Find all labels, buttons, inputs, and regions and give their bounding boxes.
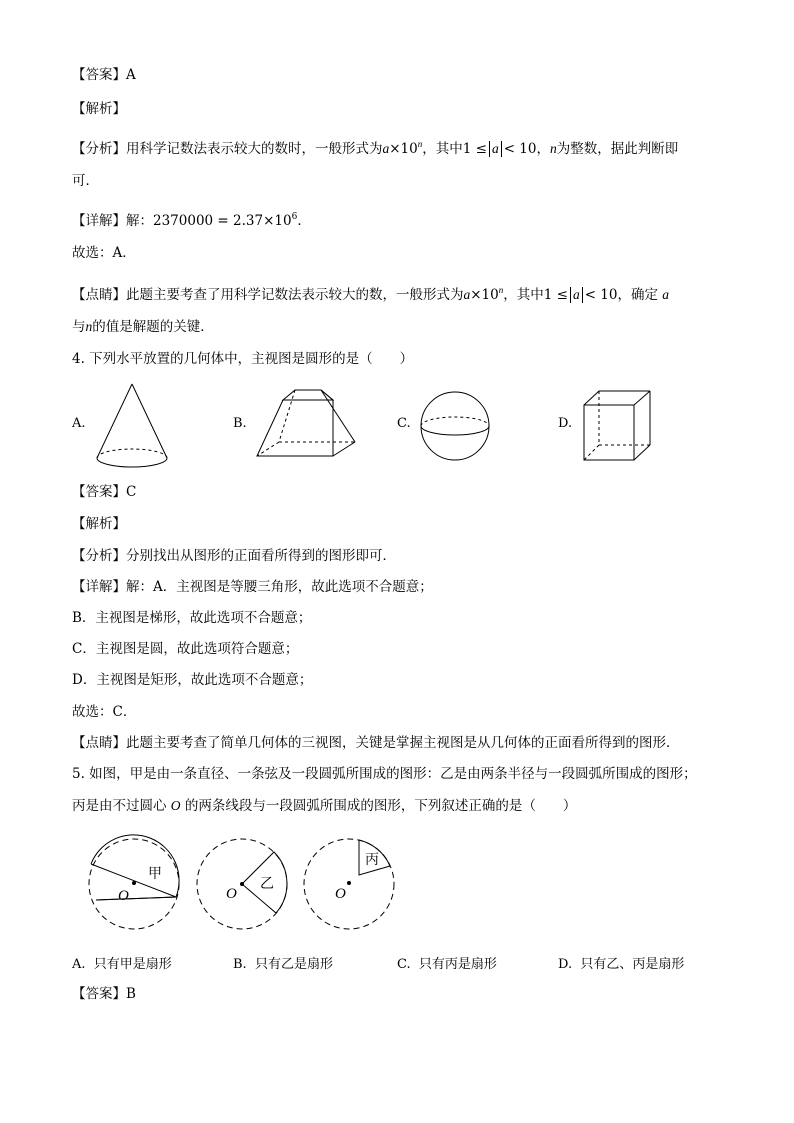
option-text: 只有乙是扇形 <box>254 957 333 972</box>
formula-exp: n <box>498 285 504 295</box>
q4-fenxi-line <box>72 547 396 565</box>
abs-a: a <box>570 287 583 303</box>
answer-tag: 【答案】 <box>72 484 126 500</box>
q3-answer-line <box>72 66 136 84</box>
option-letter: B. <box>233 957 247 972</box>
q4-answer-line <box>72 483 136 501</box>
fenxi-text-2: ，其中 <box>422 141 463 157</box>
q3-detail-line <box>72 208 311 230</box>
formula-a: a <box>463 287 471 302</box>
detail-tag: 【详解】 <box>72 213 126 229</box>
option-letter: C. <box>397 957 411 972</box>
ineq-right: < 10 <box>503 141 537 157</box>
q3-comment-line <box>72 281 669 304</box>
comment-pre: 与 <box>72 319 86 335</box>
q4-option-d: D. <box>558 416 573 431</box>
detail-text: 解：2370000 = 2.37×10 <box>126 213 292 229</box>
ineq-left: 1 ≤ <box>462 141 487 157</box>
label-bing: 丙 <box>365 852 379 868</box>
comment-tag: 【点睛】 <box>72 735 126 751</box>
q4-detail-line <box>72 578 433 596</box>
var-a: a <box>662 287 670 302</box>
fenxi-text-3: ， <box>536 141 550 157</box>
q5-question-line1: 5. 如图，甲是由一条直径、一条弦及一段圆弧所围成的图形：乙是由两条半径与一段圆弧所围成的图形； <box>72 766 697 782</box>
q4-option-a: A. <box>72 416 86 431</box>
var-n: n <box>549 141 557 156</box>
fenxi-tag: 【分析】 <box>72 548 126 564</box>
figure-bing <box>302 830 402 940</box>
label-yi: 乙 <box>260 876 274 892</box>
q5-question-line2 <box>72 797 576 815</box>
formula-a: a <box>382 141 390 156</box>
comment-post: 的值是解题的关键． <box>92 319 214 335</box>
option-letter: A. <box>72 957 86 972</box>
formula-exp: n <box>417 139 423 149</box>
center-o-label: O <box>226 886 237 902</box>
q3-fenxi-line2: 可． <box>72 173 99 189</box>
q4-detail-line-d: D．主视图是矩形，故此选项不合题意； <box>72 672 313 688</box>
detail-tag: 【详解】 <box>72 579 126 595</box>
option-text: 只有甲是扇形 <box>93 957 172 972</box>
figure-yi <box>195 830 295 940</box>
ineq-right: < 10 <box>584 287 618 303</box>
q5-q-post: 的两条线段与一段圆弧所围成的图形，下列叙述正确的是（ ） <box>184 798 577 814</box>
figure-jia <box>88 830 188 940</box>
detail-text: 解：A．主视图是等腰三角形，故此选项不合题意； <box>126 579 433 595</box>
comment-text-3: ，确定 <box>617 287 658 303</box>
formula-times: ×10 <box>389 141 418 157</box>
option-letter: D. <box>558 957 573 972</box>
q4-option-b: B. <box>233 416 247 431</box>
q3-choice-line: 故选：A． <box>72 245 136 261</box>
center-o-label: O <box>335 886 346 902</box>
q3-comment-line2 <box>72 318 214 336</box>
comment-text-2: ，其中 <box>503 287 544 303</box>
formula-times: ×10 <box>470 287 499 303</box>
fenxi-text-4: 为整数，据此判断即 <box>556 141 679 157</box>
q5-answer-line <box>72 985 136 1003</box>
comment-text: 此题主要考查了用科学记数法表示较大的数，一般形式为 <box>126 287 464 303</box>
answer-tag: 【答案】 <box>72 67 126 83</box>
q4-option-c: C. <box>397 416 411 431</box>
option-text: 只有乙、丙是扇形 <box>580 957 685 972</box>
detail-exp: 6 <box>291 212 298 222</box>
q4-choice-line: 故选：C． <box>72 704 137 720</box>
q4-detail-line-b: B．主视图是梯形，故此选项不合题意； <box>72 610 312 626</box>
fenxi-text: 用科学记数法表示较大的数时，一般形式为 <box>126 141 383 157</box>
q5-option-c <box>397 953 497 972</box>
answer-value: C <box>126 484 137 500</box>
cone-figure <box>95 382 175 472</box>
q4-analysis-tag: 【解析】 <box>72 516 126 532</box>
var-o: O <box>170 798 181 813</box>
q5-option-b <box>233 953 333 972</box>
comment-tag: 【点睛】 <box>72 287 126 303</box>
q4-detail-line-c: C．主视图是圆，故此选项符合题意； <box>72 641 299 657</box>
q4-question: 4. 下列水平放置的几何体中，主视图是圆形的是（ ） <box>72 351 414 367</box>
q5-option-a <box>72 953 172 972</box>
option-text: 只有丙是扇形 <box>418 957 497 972</box>
detail-end: ． <box>297 213 311 229</box>
q5-q-pre: 丙是由不过圆心 <box>72 798 167 814</box>
q5-option-d <box>558 953 684 972</box>
var-n: n <box>85 319 93 334</box>
label-jia: 甲 <box>148 866 162 882</box>
q4-comment-line <box>72 734 680 752</box>
center-o-label: O <box>118 888 129 904</box>
frustum-figure <box>255 388 365 468</box>
answer-tag: 【答案】 <box>72 986 126 1002</box>
comment-text: 此题主要考查了简单几何体的三视图，关键是掌握主视图是从几何体的正面看所得到的图形． <box>126 735 680 751</box>
q3-fenxi-line <box>72 135 678 158</box>
cube-figure <box>582 389 658 465</box>
fenxi-tag: 【分析】 <box>72 141 126 157</box>
answer-value: A <box>126 67 136 83</box>
answer-value: B <box>126 986 136 1002</box>
ineq-left: 1 ≤ <box>543 287 568 303</box>
abs-a: a <box>489 141 502 157</box>
sphere-figure <box>419 390 495 466</box>
q3-analysis-tag: 【解析】 <box>72 101 126 117</box>
fenxi-text: 分别找出从图形的正面看所得到的图形即可． <box>126 548 396 564</box>
